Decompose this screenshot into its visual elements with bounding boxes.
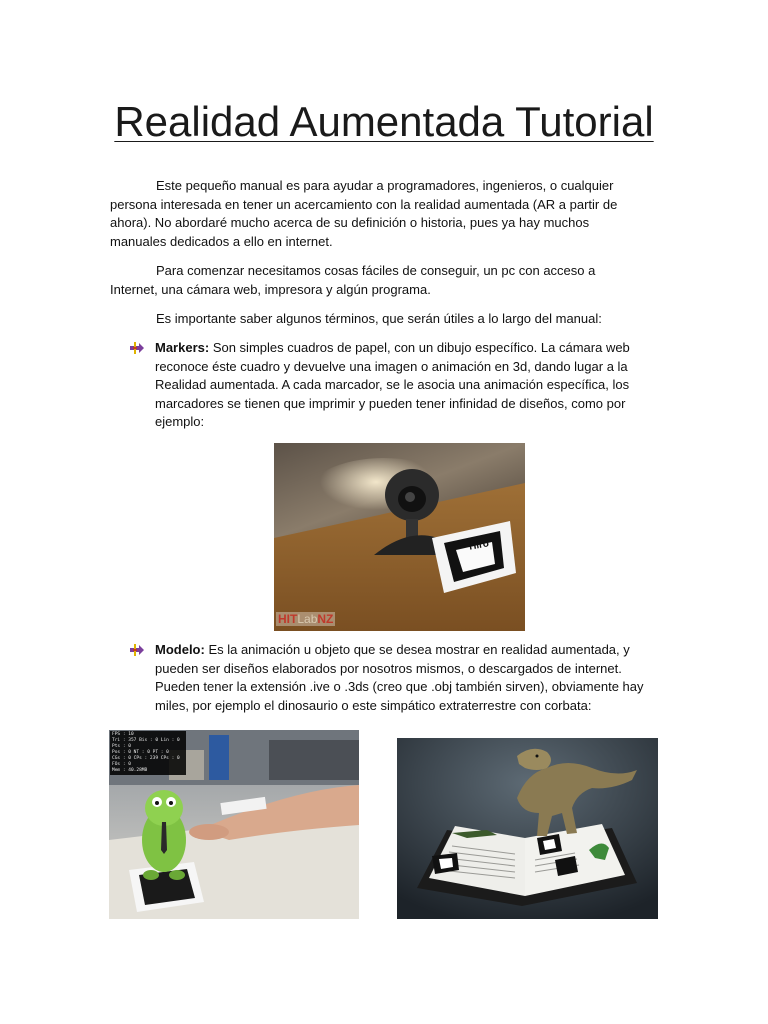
bullet-description: Son simples cuadros de papel, con un dibujo específico. La cámara web reconoce éste cuadro y devuelve una imagen o animación en 3d, dando lugar a la Realidad aumentada. A cada marcador, se le asocia una animación específica, los marcadores se tienen que imprimir y pueden tener infinidad de diseños, como por ejemplo: xyxy=(155,340,630,429)
webcam-marker-photo xyxy=(274,443,525,631)
bullet-modelo-text xyxy=(155,641,647,715)
marker-label: Hiro xyxy=(468,538,490,553)
fps-stats-overlay xyxy=(110,731,186,775)
arrow-bullet-icon xyxy=(130,342,144,354)
watermark-lab: Lab xyxy=(297,612,318,626)
bullet-description: Es la animación u objeto que se desea mostrar en realidad aumentada, y pueden ser diseños elaborados por nosotros mismos, o descargados de internet. Pueden tener la extensión .ive o .3ds (creo que .obj también sirven), obviamente hay miles, por ejemplo el dinosaurio o este simpático extraterrestre con corbata: xyxy=(155,642,644,713)
terms-intro-paragraph: Es importante saber algunos términos, que serán útiles a lo largo del manual: xyxy=(156,311,602,326)
arrow-bullet-icon xyxy=(130,644,144,656)
watermark-nz: NZ xyxy=(317,612,334,626)
hud-line: Pos : 0 NT : 0 PT : 0 xyxy=(112,750,169,755)
requirements-paragraph: Para comenzar necesitamos cosas fáciles de conseguir, un pc con acceso a Internet, una cámara web, impresora y algún programa. xyxy=(110,263,596,297)
hud-line: Tri : 357 Bis : 0 Lin : 0 Pts : 0 xyxy=(112,738,180,749)
hud-line: CGs : 0 CPs : 239 CPs : 0 FOs : 0 xyxy=(112,756,180,767)
page-title: Realidad Aumentada Tutorial xyxy=(114,98,654,145)
hud-line: Mem : 40.28MB xyxy=(112,768,148,773)
hud-line: FPS : 10 xyxy=(112,732,134,737)
bullet-markers-text xyxy=(155,339,647,432)
intro-paragraph: Este pequeño manual es para ayudar a programadores, ingenieros, o cualquier persona interesada en tener un acercamiento con la realidad aumentada (AR a partir de ahora). No abordaré mucho acerca de su definición o historia, pues ya hay muchos manuales dedicados a ello en internet. xyxy=(110,178,618,249)
bullet-term: Modelo: xyxy=(155,642,205,657)
watermark-hit: HIT xyxy=(278,612,298,626)
hitlabnz-watermark xyxy=(276,612,335,626)
bullet-term: Markers: xyxy=(155,340,210,355)
dinosaur-book-photo xyxy=(397,738,658,919)
